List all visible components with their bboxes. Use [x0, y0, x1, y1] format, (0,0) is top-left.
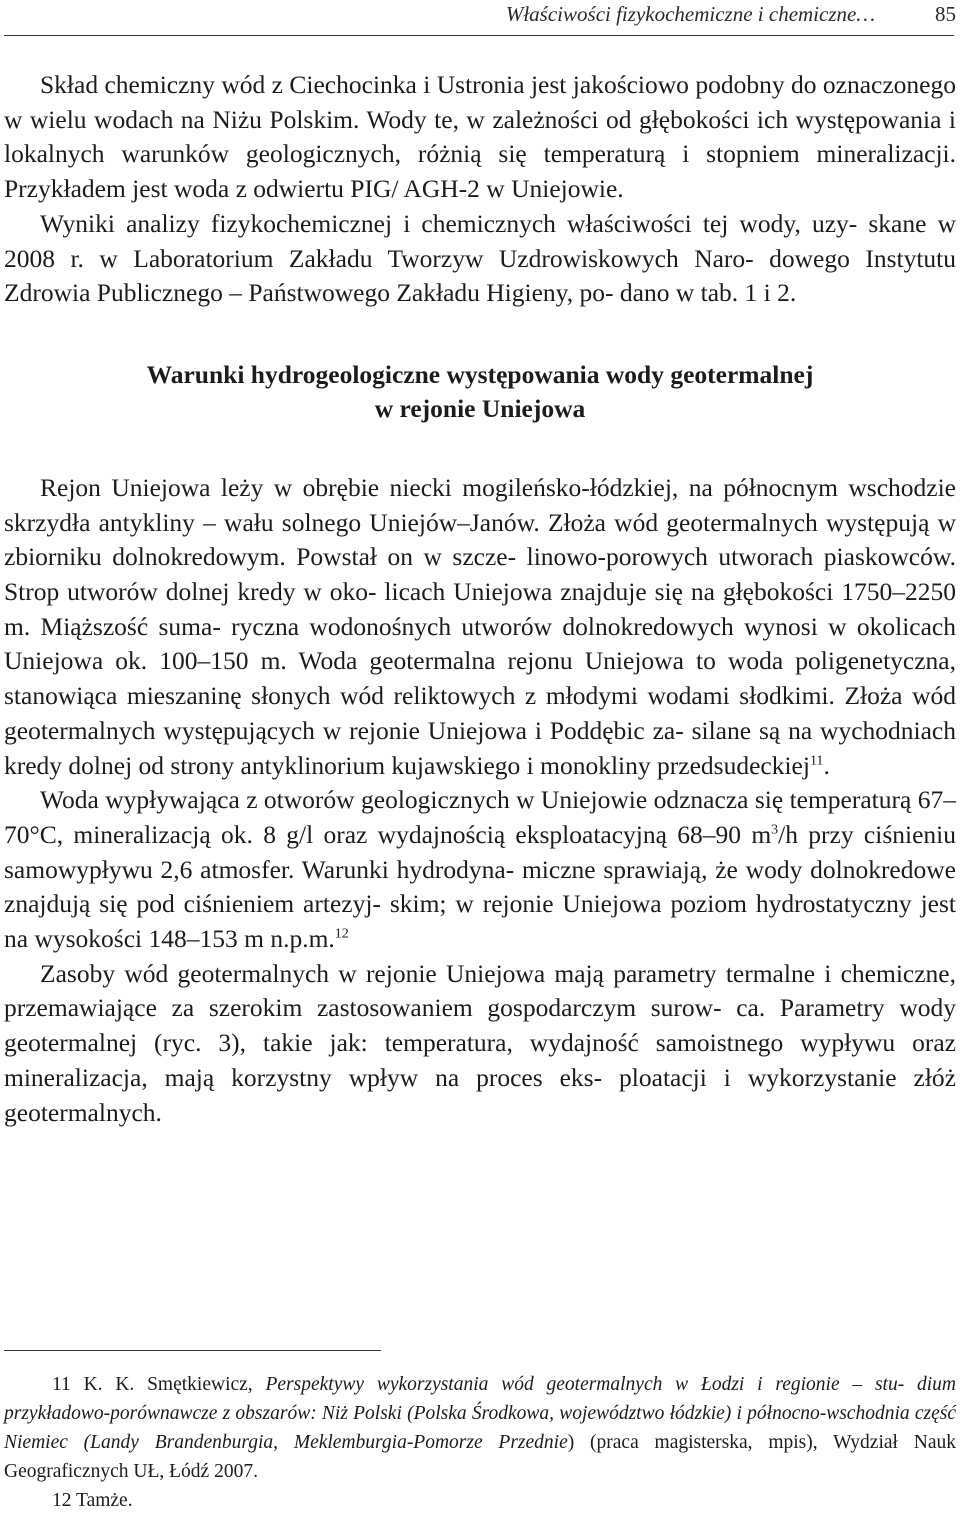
paragraph-2: Wyniki analizy fizykochemicznej i chemicznych właściwości tej wody, uzy- skane w 2008 r. w Laboratorium Zakładu Tworzyw Uzdrowiskowych Naro- dowego Instytutu Zdrowia Publicznego – Państwowego Zakładu Higieny, po- dano w tab. 1 i 2.	[4, 208, 956, 308]
paragraph-1: Skład chemiczny wód z Ciechocinka i Ustronia jest jakościowo podobny do oznaczonego w wielu wodach na Niżu Polskim. Wody te, w zależności od głębokości ich występowania i lokalnych warunków geologicznych, różnią się temperaturą i stopniem mineralizacji. Przykładem jest woda z odwiertu PIG/ AGH-2 w Uniejowie.	[4, 70, 956, 204]
section-heading	[4, 358, 956, 426]
paragraph-3-text: Rejon Uniejowa leży w obrębie niecki mogileńsko-łódzkiej, na północnym wschodzie skrzydła antykliny – wału solnego Uniejów–Janów. Złoża wód geotermalnych występują w zbiorniku dolnokredowym. Powstał on w szcze- linowo-porowych utworach piaskowców. Strop utworów dolnej kredy w oko- licach Uniejowa znajduje się na głębokości 1750–2250 m. Miąższość suma- ryczna wodonośnych utworów dolnokredowych wynosi w okolicach Uniejowa ok. 100–150 m. Woda geotermalna rejonu Uniejowa to woda poligenetyczna, stanowiąca mieszaninę słonych wód reliktowych z młodymi wodami słodkimi. Złoża wód geotermalnych występujących w rejonie Uniejowa i Poddębic za- silane są na wychodniach kredy dolnej od strony antyklinorium kujawskiego i monokliny przedsudeckiej	[4, 472, 956, 780]
paragraph-4-text-b: /h przy ciśnieniu samowypływu 2,6 atmosfer. Warunki hydrodyna- miczne sprawiają, że wody dolnokredowe znajdują się pod ciśnieniem artezyj- skim; w rejonie Uniejowa poziom hydrostatyczny jest na wysokości 148–153 m n.p.m.	[4, 819, 956, 954]
footnote-12	[4, 1486, 956, 1515]
footnote-11-rest: ) (praca magisterska, mpis), Wydział Nauk Geograficznych UŁ, Łódź 2007.	[4, 1432, 956, 1482]
footnote-11-title: Perspektywy wykorzystania wód geotermalnych w Łodzi i regionie – stu- dium przykładowo-porównawcze z obszarów: Niż Polski (Polska Środkowa, województwo łódzkie) i północno-wschodnia część Niemiec (Landy Brandenburgia, Meklemburgia-Pomorze Przednie	[4, 1374, 956, 1453]
footnote-12-text: Tamże.	[71, 1490, 133, 1511]
paragraph-4-text-a: Woda wypływająca z otworów geologicznych w Uniejowie odznacza się temperaturą 67–70°C, mineralizacją ok. 8 g/l oraz wydajnością eksploatacyjną 68–90 m	[4, 785, 956, 849]
footnote-11-author: K. K. Smętkiewicz,	[70, 1374, 266, 1395]
section-heading-line2: w rejonie Uniejowa	[374, 393, 586, 423]
paragraph-5: Zasoby wód geotermalnych w rejonie Uniejowa mają parametry termalne i chemiczne, przemawiające za szerokim zastosowaniem gospodarczym surow- ca. Parametry wody geotermalnej (ryc. 3), takie jak: temperatura, wydajność samoistnego wypływu oraz mineralizacja, mają korzystny wpływ na proces eks- ploatacji i wykorzystanie złóż geotermalnych.	[4, 958, 956, 1127]
footnote-ref-12[interactable]: 12	[334, 926, 349, 942]
paragraph-4	[4, 783, 956, 957]
footnotes	[4, 1370, 956, 1515]
superscript-3: 3	[771, 822, 779, 838]
footnote-rule	[4, 1350, 381, 1351]
body-text	[4, 68, 956, 1130]
running-title: Właściwości fizykochemiczne i chemiczne…	[505, 2, 875, 26]
footnote-12-number: 12	[52, 1490, 72, 1511]
paragraph-3-end: .	[823, 750, 830, 780]
section-heading-line1: Warunki hydrogeologiczne występowania wody geotermalnej	[146, 359, 814, 389]
running-header	[0, 0, 960, 34]
footnote-11	[4, 1370, 956, 1486]
header-rule	[4, 35, 954, 36]
paragraph-3	[4, 471, 956, 783]
footnote-ref-11[interactable]: 11	[809, 753, 824, 769]
page-number: 85	[935, 2, 956, 26]
footnote-11-number: 11	[52, 1374, 71, 1395]
